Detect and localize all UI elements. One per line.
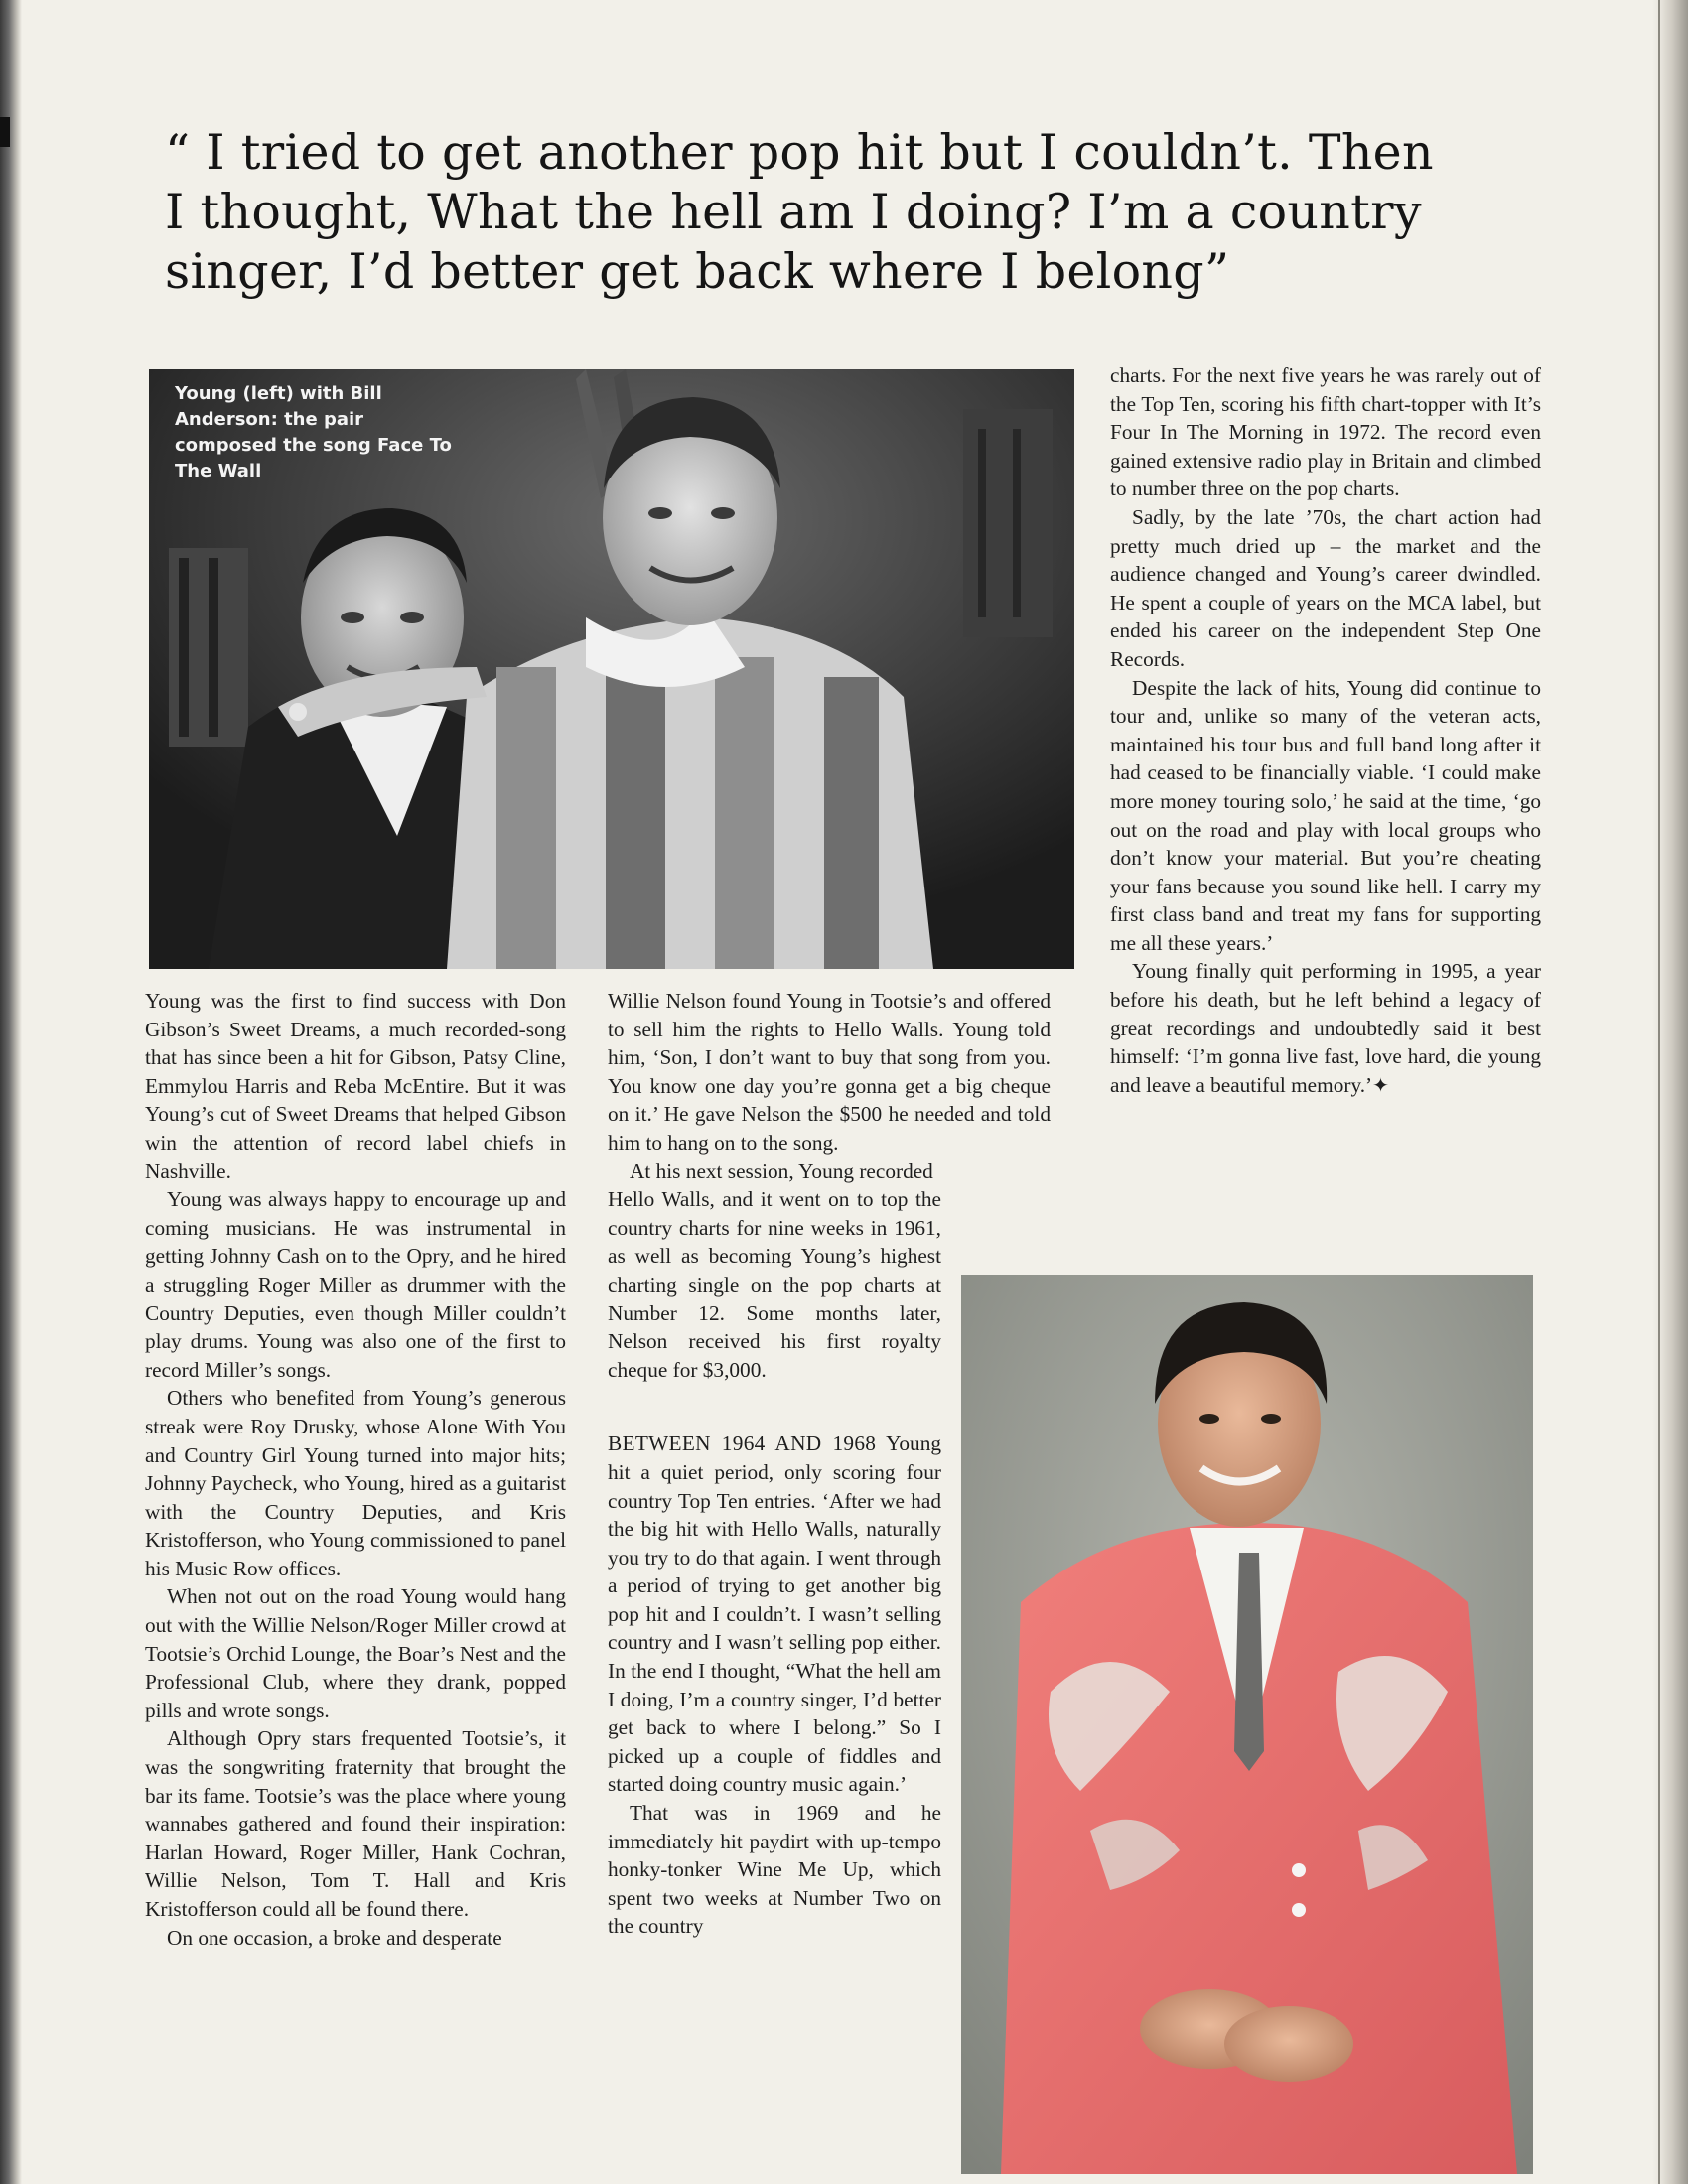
paragraph: Despite the lack of hits, Young did continue to tour and, unlike so many of the veteran acts, maintained his tour bus and full band long after it had ceased to be financially viable. ‘I could make more money touring solo,’ he said at the time, ‘go out on the road and play with local groups who don’t know your material. But you’re cheating your fans because you sound like hell. I carry my first class band and treat my fans for supporting me all these years.’	[1110, 675, 1541, 955]
paragraph: When not out on the road Young would hang out with the Willie Nelson/Roger Miller crowd at Tootsie’s Orchid Lounge, the Boar’s Nest and the Professional Club, where they drank, popped pills and wrote songs.	[145, 1584, 566, 1722]
end-mark-icon: ✦	[1372, 1074, 1389, 1097]
pull-quote: “ I tried to get another pop hit but I couldn’t. Then I thought, What the hell am I doing? I’m a country singer, I’d better get back where I belong”	[165, 124, 1434, 300]
paragraph: Hello Walls, and it went on to top the country charts for nine weeks in 1961, as well as becoming Young’s highest charting single on the pop charts at Number 12. Some months later, Nelson received his first royalty cheque for $3,000.	[608, 1187, 941, 1382]
article-column-2	[608, 987, 1051, 1941]
paragraph: Although Opry stars frequented Tootsie’s, it was the songwriting fraternity that brought the bar its fame. Tootsie’s was the place where young wannabes gathered and found their inspiration: Harlan Howard, Roger Miller, Hank Cochran, Willie Nelson, Tom T. Hall and Kris Kristofferson could all be found there.	[145, 1726, 566, 1921]
article-column-1	[145, 987, 566, 1952]
paragraph: Young was the first to find success with Don Gibson’s Sweet Dreams, a much recorded-song that has since been a hit for Gibson, Patsy Cline, Emmylou Harris and Reba McEntire. But it was Young’s cut of Sweet Dreams that helped Gibson win the attention of record label chiefs in Nashville.	[145, 989, 566, 1183]
photo-young-and-anderson	[149, 369, 1074, 969]
paragraph: charts. For the next five years he was rarely out of the Top Ten, scoring his fifth chart-topper with It’s Four In The Morning in 1972. The record even gained extensive radio play in Britain and climbed to number three on the pop charts.	[1110, 363, 1541, 501]
section-lead-in	[608, 1430, 941, 1799]
section-lead: BETWEEN 1964 AND 1968	[608, 1432, 877, 1456]
paragraph: Others who benefited from Young’s generous streak were Roy Drusky, whose Alone With You and Country Girl Young turned into major hits; Johnny Paycheck, who Young, hired as a guitarist with the Country Deputies, and Kris Kristofferson, who Young commissioned to panel his Music Row offices.	[145, 1386, 566, 1580]
scan-binding-edge	[0, 0, 22, 2184]
scan-binding-notch	[0, 117, 10, 147]
paragraph: At his next session, Young recorded	[630, 1159, 933, 1183]
section-gap	[608, 1384, 941, 1430]
narrow-text-block	[608, 1185, 941, 1941]
paragraph: Young was always happy to encourage up and coming musicians. He was instrumental in getting Johnny Cash on to the Opry, and he hired a struggling Roger Miller as drummer with the Country Deputies, even though Miller couldn’t play drums. Young was also one of the first to record Miller’s songs.	[145, 1187, 566, 1382]
paragraph: On one occasion, a broke and desperate	[167, 1925, 502, 1950]
paragraph: Sadly, by the late ’70s, the chart action had pretty much dried up – the market and the audience changed and Young’s career dwindled. He spent a couple of years on the MCA label, but ended his career on the independent Step One Records.	[1110, 504, 1541, 671]
scan-right-edge-line	[1658, 0, 1660, 2184]
paragraph: That was in 1969 and he immediately hit paydirt with up-tempo honky-tonker Wine Me Up, which spent two weeks at Number Two on the country	[608, 1801, 941, 1939]
paragraph-final	[1110, 957, 1541, 1100]
article-column-3	[1110, 361, 1541, 1100]
paragraph: Willie Nelson found Young in Tootsie’s and offered to sell him the rights to Hello Walls. Young told him, ‘Son, I don’t want to buy that song from you. You know one day you’re gonna get a big cheque on it.’ He gave Nelson the $500 he needed and told him to hang on to the song.	[608, 989, 1051, 1155]
paragraph-text: Young hit a quiet period, only scoring four country Top Ten entries. ‘After we had the big hit with Hello Walls, naturally you try to do that again. I went through a period of trying to get another big pop hit and I couldn’t. I wasn’t selling country and I wasn’t selling pop either. In the end I thought, “What the hell am I doing, I’m a country singer, I’d better get back to where I belong.” So I picked up a couple of fiddles and started doing country music again.’	[608, 1432, 941, 1797]
paragraph-text: Young finally quit performing in 1995, a year before his death, but he left behind a legacy of great recordings and undoubtedly said it best himself: ‘I’m gonna live fast, love hard, die young and leave a beautiful memory.’	[1110, 959, 1541, 1097]
photo-caption: Young (left) with Bill Anderson: the pair composed the song Face To The Wall	[175, 383, 452, 481]
